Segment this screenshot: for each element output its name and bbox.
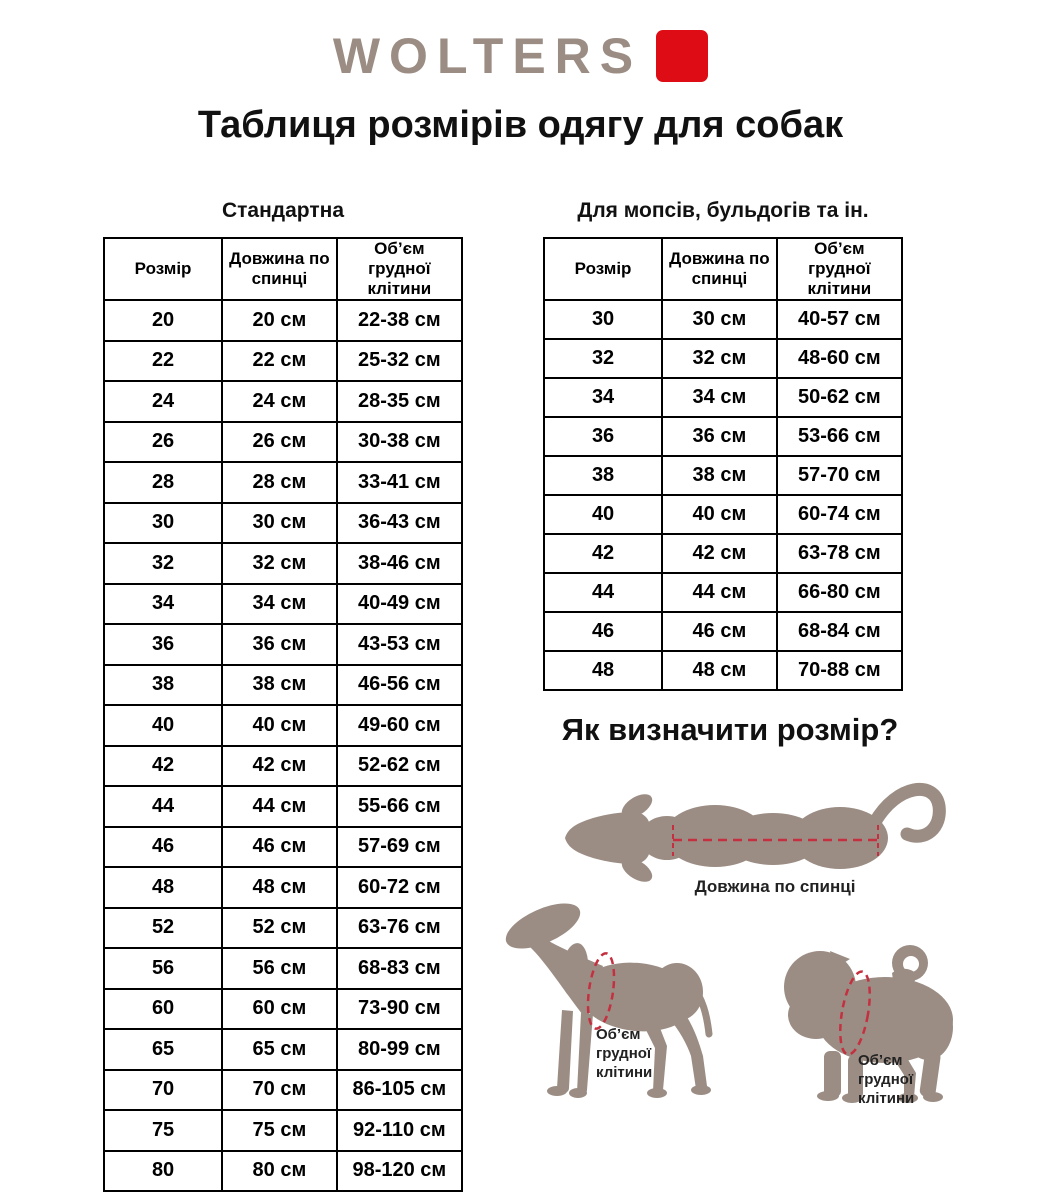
table-row [544,612,902,651]
table-cell: 42 [104,746,222,787]
table-cell: 92-110 см [337,1110,462,1151]
table-cell: 25-32 см [337,341,462,382]
table-cell: 98-120 см [337,1151,462,1192]
table-cell: 75 [104,1110,222,1151]
table-cell: 20 см [222,300,337,341]
table-cell: 46 [544,612,662,651]
table-cell: 42 см [662,534,777,573]
table-cell: 38 см [662,456,777,495]
table-cell: 30 [104,503,222,544]
table-cell: 28-35 см [337,381,462,422]
table-cell: 44 [544,573,662,612]
table-cell: 56 см [222,948,337,989]
table-row [104,908,462,949]
table-cell: 65 [104,1029,222,1070]
table-cell: 40 [104,705,222,746]
table-cell: 48 [544,651,662,690]
col-header-back-length: Довжина по спинці [662,238,777,300]
table-cell: 80 [104,1151,222,1192]
table-cell: 42 см [222,746,337,787]
table-cell: 44 см [662,573,777,612]
table-cell: 30 [544,300,662,339]
table-row [544,378,902,417]
table-cell: 63-76 см [337,908,462,949]
table-header-row [104,238,462,300]
chest-volume-label: Об’єм грудної клітини [858,1052,915,1107]
table-cell: 60-74 см [777,495,902,534]
how-to-title: Як визначити розмір? [561,712,899,747]
table-cell: 30 см [662,300,777,339]
table-cell: 32 [104,543,222,584]
table-cell: 34 [104,584,222,625]
table-cell: 63-78 см [777,534,902,573]
table-cell: 38 [544,456,662,495]
table-row [104,462,462,503]
standard-size-table [103,237,463,1192]
table-cell: 36 см [662,417,777,456]
table-cell: 36 [104,624,222,665]
table-cell: 86-105 см [337,1070,462,1111]
table-cell: 57-70 см [777,456,902,495]
table-cell: 48-60 см [777,339,902,378]
table-cell: 30-38 см [337,422,462,463]
table-row [544,495,902,534]
col-header-chest: Об’єм грудної клітини [777,238,902,300]
table-cell: 55-66 см [337,786,462,827]
table-cell: 66-80 см [777,573,902,612]
table-cell: 38 [104,665,222,706]
table-cell: 73-90 см [337,989,462,1030]
table-row [544,651,902,690]
table-cell: 52-62 см [337,746,462,787]
table-cell: 75 см [222,1110,337,1151]
table-cell: 44 см [222,786,337,827]
table-cell: 68-83 см [337,948,462,989]
table-row [104,827,462,868]
logo-red-square-icon [656,30,708,82]
table-cell: 46 см [222,827,337,868]
table-cell: 30 см [222,503,337,544]
table-cell: 40 [544,495,662,534]
table-row [104,948,462,989]
table-row [104,381,462,422]
table-cell: 49-60 см [337,705,462,746]
table-cell: 26 см [222,422,337,463]
table-row [544,456,902,495]
table-row [104,1070,462,1111]
table-cell: 32 [544,339,662,378]
table-cell: 52 [104,908,222,949]
table-cell: 32 см [222,543,337,584]
table-row [104,746,462,787]
col-header-back-length: Довжина по спинці [222,238,337,300]
table-cell: 80 см [222,1151,337,1192]
table-cell: 48 [104,867,222,908]
table-row [104,584,462,625]
table-row [104,665,462,706]
table-row [104,300,462,341]
table-cell: 26 [104,422,222,463]
table-cell: 70 [104,1070,222,1111]
table-row [104,503,462,544]
table-row [104,1151,462,1192]
table-cell: 34 см [222,584,337,625]
table-cell: 34 [544,378,662,417]
table-cell: 57-69 см [337,827,462,868]
chest-volume-label: Об’єм грудної клітини [596,1026,653,1081]
table-cell: 42 [544,534,662,573]
table-cell: 65 см [222,1029,337,1070]
table-cell: 40 см [222,705,337,746]
table-cell: 60 [104,989,222,1030]
table-cell: 38 см [222,665,337,706]
table-cell: 60-72 см [337,867,462,908]
table-cell: 56 [104,948,222,989]
table-row [104,989,462,1030]
table-cell: 38-46 см [337,543,462,584]
table-cell: 40-57 см [777,300,902,339]
table-cell: 52 см [222,908,337,949]
table-cell: 44 [104,786,222,827]
table-cell: 28 см [222,462,337,503]
table-cell: 46 [104,827,222,868]
table-cell: 80-99 см [337,1029,462,1070]
standard-table-title: Стандартна [221,199,345,222]
table-row [544,300,902,339]
wolters-logo-text: WOLTERS [332,28,643,84]
table-cell: 22 [104,341,222,382]
table-cell: 68-84 см [777,612,902,651]
table-row [104,786,462,827]
wolters-logo [0,30,1041,82]
table-cell: 24 [104,381,222,422]
col-header-size: Розмір [104,238,222,300]
table-row [104,543,462,584]
table-cell: 50-62 см [777,378,902,417]
table-cell: 22-38 см [337,300,462,341]
table-row [104,1110,462,1151]
table-cell: 40 см [662,495,777,534]
table-cell: 20 [104,300,222,341]
col-header-size: Розмір [544,238,662,300]
table-row [544,339,902,378]
page-title: Таблиця розмірів одягу для собак [197,104,844,146]
table-row [104,341,462,382]
table-row [544,417,902,456]
table-cell: 60 см [222,989,337,1030]
table-cell: 36-43 см [337,503,462,544]
table-cell: 22 см [222,341,337,382]
table-row [104,624,462,665]
table-cell: 33-41 см [337,462,462,503]
table-cell: 46-56 см [337,665,462,706]
table-cell: 48 см [662,651,777,690]
pugs-size-table [543,237,903,691]
table-cell: 36 см [222,624,337,665]
table-row [104,1029,462,1070]
table-row [544,534,902,573]
table-cell: 46 см [662,612,777,651]
table-row [104,705,462,746]
table-row [104,422,462,463]
table-cell: 24 см [222,381,337,422]
table-row [544,573,902,612]
back-length-label: Довжина по спинці [694,877,856,896]
pugs-table-title: Для мопсів, бульдогів та ін. [577,199,869,222]
table-cell: 53-66 см [777,417,902,456]
table-cell: 32 см [662,339,777,378]
table-cell: 70 см [222,1070,337,1111]
table-cell: 48 см [222,867,337,908]
table-cell: 40-49 см [337,584,462,625]
table-cell: 70-88 см [777,651,902,690]
table-cell: 36 [544,417,662,456]
table-header-row [544,238,902,300]
table-cell: 34 см [662,378,777,417]
table-cell: 28 [104,462,222,503]
table-cell: 43-53 см [337,624,462,665]
col-header-chest: Об’єм грудної клітини [337,238,462,300]
table-row [104,867,462,908]
